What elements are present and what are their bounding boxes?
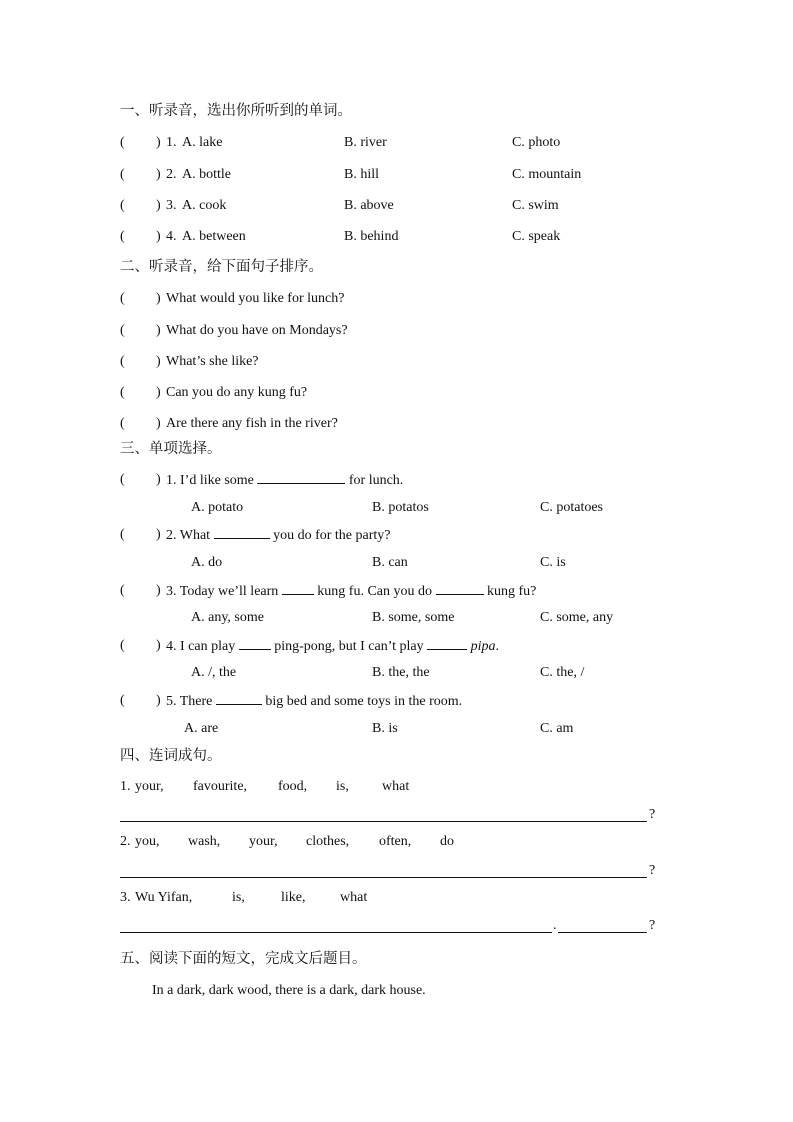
word-tile: what — [340, 890, 368, 905]
section-4-title: 四、连词成句。 — [120, 748, 222, 764]
section-2-title: 二、听录音，给下面句子排序。 — [120, 259, 323, 275]
option-a: A. bottle — [182, 167, 231, 182]
answer-paren-open: ( — [120, 385, 125, 400]
question-number: 3. — [120, 890, 131, 905]
option-a: A. potato — [191, 500, 244, 515]
word-tile: food, — [278, 779, 308, 794]
answer-blank[interactable] — [214, 526, 270, 539]
stem-start: 3. Today we’ll learn — [166, 584, 279, 599]
question-stem — [166, 582, 536, 601]
option-a: A. /, the — [191, 665, 237, 680]
word-tile: like, — [281, 890, 306, 905]
option-a: A. do — [191, 555, 223, 570]
option-b: B. the, the — [372, 665, 430, 680]
section-3-title: 三、单项选择。 — [120, 441, 222, 457]
question-number: 4. — [166, 229, 177, 244]
stem-start: 2. What — [166, 528, 211, 543]
option-a: A. are — [184, 721, 219, 736]
stem-end: . — [495, 639, 500, 654]
answer-blank-1[interactable] — [239, 637, 271, 650]
answer-line-2[interactable] — [558, 932, 647, 933]
stem-start: 5. There — [166, 694, 213, 709]
answer-blank-2[interactable] — [427, 637, 467, 650]
word-tile: clothes, — [306, 834, 350, 849]
answer-paren-close: ) — [156, 323, 161, 338]
answer-paren-close: ) — [156, 583, 161, 598]
word-tile: do — [440, 834, 454, 849]
answer-paren-open: ( — [120, 198, 125, 213]
answer-blank-2[interactable] — [436, 582, 484, 595]
answer-paren-open: ( — [120, 583, 125, 598]
answer-paren-open: ( — [120, 416, 125, 431]
answer-paren-open: ( — [120, 135, 125, 150]
separator-dot: . — [553, 918, 557, 933]
option-b: B. is — [372, 721, 398, 736]
question-number: 2. — [166, 167, 177, 182]
word-tile: is, — [336, 779, 349, 794]
answer-blank[interactable] — [216, 692, 262, 705]
option-b: B. potatos — [372, 500, 429, 515]
answer-line[interactable] — [120, 877, 647, 878]
answer-paren-open: ( — [120, 527, 125, 542]
option-c: C. mountain — [512, 167, 582, 182]
option-c: C. photo — [512, 135, 561, 150]
answer-paren-close: ) — [156, 472, 161, 487]
sentence-text: What do you have on Mondays? — [166, 323, 348, 338]
answer-paren-open: ( — [120, 229, 125, 244]
answer-line-1[interactable] — [120, 932, 552, 933]
option-a: A. lake — [182, 135, 223, 150]
answer-paren-close: ) — [156, 693, 161, 708]
answer-blank[interactable] — [257, 471, 345, 484]
reading-passage: In a dark, dark wood, there is a dark, dark house. — [152, 983, 426, 998]
answer-blank-1[interactable] — [282, 582, 314, 595]
answer-paren-open: ( — [120, 167, 125, 182]
answer-paren-close: ) — [156, 291, 161, 306]
option-b: B. behind — [344, 229, 399, 244]
stem-start: 1. I’d like some — [166, 473, 254, 488]
word-tile: you, — [135, 834, 160, 849]
option-c: C. swim — [512, 198, 559, 213]
answer-paren-open: ( — [120, 638, 125, 653]
sentence-text: What’s she like? — [166, 354, 259, 369]
word-tile: what — [382, 779, 410, 794]
word-tile: Wu Yifan, — [135, 890, 193, 905]
answer-paren-open: ( — [120, 291, 125, 306]
end-punctuation: ? — [649, 807, 656, 822]
question-stem — [166, 471, 403, 490]
section-5-title: 五、阅读下面的短文，完成文后题目。 — [120, 951, 367, 967]
answer-line[interactable] — [120, 821, 647, 822]
word-tile: wash, — [188, 834, 221, 849]
option-b: B. can — [372, 555, 408, 570]
stem-middle: ping-pong, but I can’t play — [274, 639, 424, 654]
option-c: C. am — [540, 721, 574, 736]
question-number: 3. — [166, 198, 177, 213]
end-punctuation: ? — [649, 863, 656, 878]
word-tile: your, — [249, 834, 278, 849]
answer-paren-close: ) — [156, 385, 161, 400]
answer-paren-close: ) — [156, 135, 161, 150]
sentence-text: What would you like for lunch? — [166, 291, 345, 306]
answer-paren-close: ) — [156, 354, 161, 369]
word-tile: often, — [379, 834, 412, 849]
stem-end: big bed and some toys in the room. — [265, 694, 463, 709]
word-tile: favourite, — [193, 779, 248, 794]
stem-start: 4. I can play — [166, 639, 236, 654]
word-tile: is, — [232, 890, 245, 905]
sentence-text: Are there any fish in the river? — [166, 416, 338, 431]
option-b: B. hill — [344, 167, 380, 182]
sentence-text: Can you do any kung fu? — [166, 385, 308, 400]
stem-middle: kung fu. Can you do — [317, 584, 432, 599]
question-number: 2. — [120, 834, 131, 849]
option-c: C. is — [540, 555, 566, 570]
end-punctuation: ? — [649, 918, 656, 933]
section-1-title: 一、听录音，选出你所听到的单词。 — [120, 103, 352, 119]
answer-paren-open: ( — [120, 472, 125, 487]
option-b: B. river — [344, 135, 387, 150]
question-stem — [166, 692, 462, 711]
answer-paren-close: ) — [156, 416, 161, 431]
option-b: B. some, some — [372, 610, 455, 625]
option-c: C. potatoes — [540, 500, 603, 515]
stem-end: for lunch. — [348, 473, 404, 488]
option-c: C. the, / — [540, 665, 585, 680]
option-c: C. some, any — [540, 610, 614, 625]
stem-end: kung fu? — [487, 584, 537, 599]
word-tile: your, — [135, 779, 164, 794]
option-c: C. speak — [512, 229, 561, 244]
answer-paren-open: ( — [120, 693, 125, 708]
answer-paren-close: ) — [156, 198, 161, 213]
answer-paren-close: ) — [156, 167, 161, 182]
answer-paren-close: ) — [156, 527, 161, 542]
stem-italic-word: pipa — [470, 639, 496, 654]
question-number: 1. — [120, 779, 131, 794]
question-stem — [166, 637, 499, 656]
answer-paren-open: ( — [120, 323, 125, 338]
question-stem — [166, 526, 391, 545]
option-b: B. above — [344, 198, 394, 213]
answer-paren-close: ) — [156, 638, 161, 653]
stem-end: you do for the party? — [273, 528, 391, 543]
option-a: A. cook — [182, 198, 227, 213]
option-a: A. between — [182, 229, 246, 244]
question-number: 1. — [166, 135, 177, 150]
option-a: A. any, some — [191, 610, 264, 625]
answer-paren-close: ) — [156, 229, 161, 244]
answer-paren-open: ( — [120, 354, 125, 369]
